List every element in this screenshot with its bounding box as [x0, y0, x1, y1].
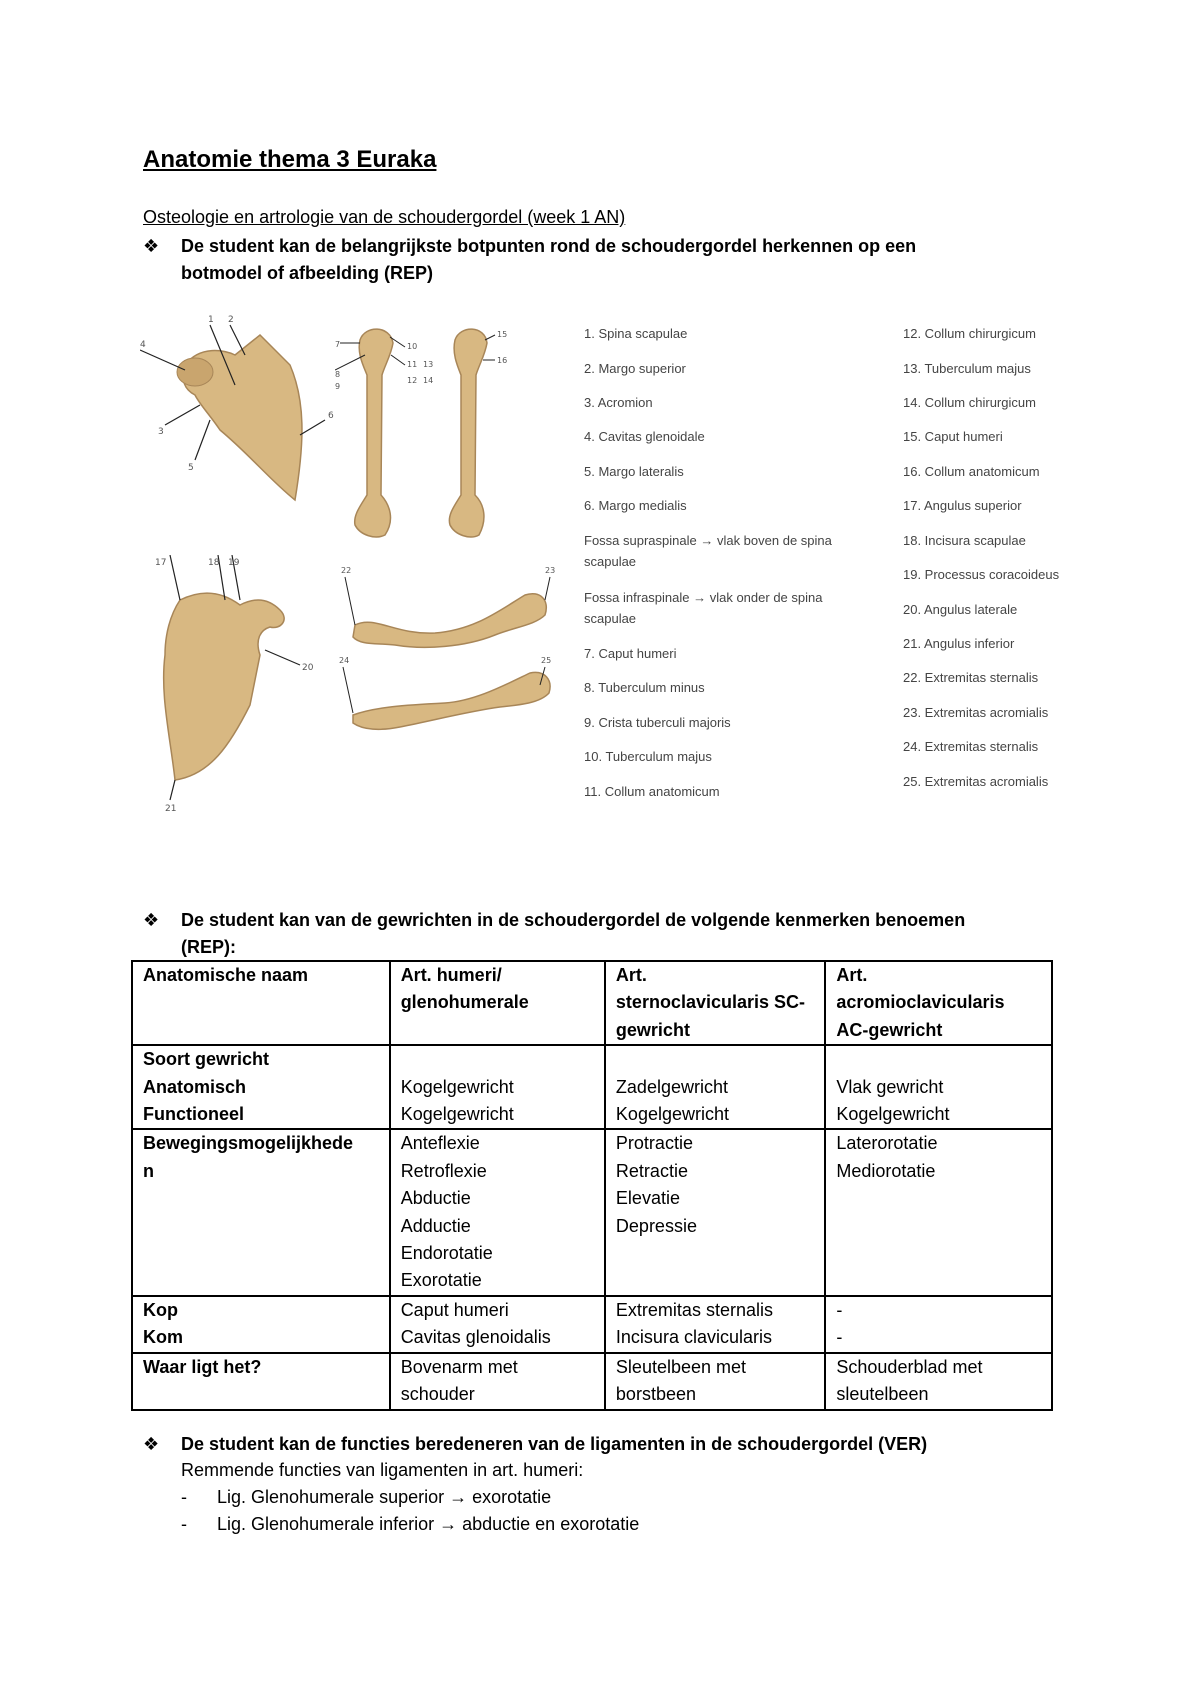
bone-label: 16. Collum anatomicum [903, 464, 1040, 479]
humerus-illustrations [335, 325, 515, 555]
document-title: Anatomie thema 3 Euraka [143, 146, 437, 173]
cell-value: Elevatie [615, 1188, 680, 1209]
header-label: Art. [836, 965, 868, 985]
fig-num-10: 10 [407, 342, 418, 351]
fig-num-22: 22 [341, 566, 352, 575]
fig-num-19: 19 [228, 558, 240, 568]
bone-label: 4. Cavitas glenoidale [584, 429, 705, 444]
bone-label: 18. Incisura scapulae [903, 533, 1026, 548]
bone-label: 25. Extremitas acromialis [903, 774, 1049, 789]
header-label: Art. humeri/ [400, 965, 502, 985]
cell-value: Endorotatie [400, 1243, 493, 1264]
table-cell [132, 961, 390, 1045]
bullet-diamond-icon: ❖ [143, 910, 160, 930]
table-cell [390, 1129, 605, 1295]
cell-value: Abductie [400, 1188, 471, 1209]
fig-num-4: 4 [140, 340, 146, 350]
cell-value: Retractie [615, 1160, 688, 1181]
cell-value: Sleutelbeen met [615, 1356, 747, 1377]
table-cell [605, 1353, 825, 1410]
fig-num-8: 8 [335, 370, 341, 379]
cell-value: Exorotatie [400, 1270, 482, 1291]
goal-2-line-2: (REP): [181, 937, 236, 957]
bone-label: scapulae [584, 554, 637, 569]
cell-value: borstbeen [615, 1384, 696, 1405]
row-label: Bewegingsmogelijkhede [143, 1133, 354, 1154]
table-cell [132, 1045, 390, 1129]
bone-label: 14. Collum chirurgicum [903, 395, 1036, 410]
cell-value: - [836, 1327, 843, 1348]
header-label: gewricht [615, 1019, 690, 1040]
goal-3-line-1: De student kan de functies beredeneren van de ligamenten in de schoudergordel (VER) [181, 1434, 928, 1454]
cell-value: Retroflexie [400, 1160, 487, 1181]
bone-label: 7. Caput humeri [584, 646, 677, 661]
fig-num-16: 16 [497, 356, 508, 365]
table-cell [390, 961, 605, 1045]
bone-label: 8. Tuberculum minus [584, 680, 705, 695]
fig-num-15: 15 [497, 330, 508, 339]
header-label: Art. [615, 965, 647, 985]
table-cell [390, 1045, 605, 1129]
bone-label: 13. Tuberculum majus [903, 361, 1031, 376]
fig-num-25: 25 [541, 656, 552, 665]
table-cell [132, 1129, 390, 1295]
bone-label: 6. Margo medialis [584, 498, 687, 513]
cell-value: Mediorotatie [836, 1160, 936, 1181]
fig-num-18: 18 [208, 558, 220, 568]
cell-value: sleutelbeen [836, 1384, 929, 1405]
bone-label: 20. Angulus laterale [903, 602, 1018, 617]
ligament-text: Lig. Glenohumerale superior → exorotatie [217, 1487, 552, 1507]
fig-num-2: 2 [228, 315, 234, 325]
cell-value: Vlak gewricht [836, 1076, 944, 1097]
fig-num-5: 5 [188, 463, 194, 473]
scapula-posterior-illustration [150, 555, 340, 815]
bone-label: 21. Angulus inferior [903, 636, 1015, 651]
table-cell [605, 961, 825, 1045]
ligament-intro: Remmende functies van ligamenten in art. humeri: [181, 1460, 584, 1480]
goal-2-line-1: De student kan van de gewrichten in de schoudergordel de volgende kenmerken benoemen [181, 910, 966, 930]
fig-num-23: 23 [545, 566, 556, 575]
header-label: Anatomische naam [143, 965, 309, 985]
bone-label: 5. Margo lateralis [584, 464, 684, 479]
fig-num-20: 20 [302, 663, 314, 673]
table-cell [825, 961, 1052, 1045]
cell-value: Incisura clavicularis [615, 1327, 772, 1348]
cell-value: Depressie [615, 1215, 697, 1236]
list-dash: - [181, 1514, 187, 1534]
bone-label: 17. Angulus superior [903, 498, 1022, 513]
ligament-text: Lig. Glenohumerale inferior → abductie en exorotatie [217, 1514, 640, 1534]
cell-value: Laterorotatie [836, 1133, 938, 1154]
table-cell [605, 1045, 825, 1129]
bone-label: 15. Caput humeri [903, 429, 1003, 444]
row-label: Functioneel [143, 1104, 245, 1125]
bone-label: 3. Acromion [584, 395, 653, 410]
header-label: AC-gewricht [836, 1019, 943, 1040]
bone-label: 12. Collum chirurgicum [903, 326, 1036, 341]
fig-num-14: 14 [423, 376, 434, 385]
table-cell [132, 1296, 390, 1353]
table-cell [825, 1353, 1052, 1410]
row-label: Waar ligt het? [143, 1356, 262, 1377]
fig-num-9: 9 [335, 382, 341, 391]
bone-label: 10. Tuberculum majus [584, 749, 712, 764]
header-label: glenohumerale [400, 992, 529, 1013]
cell-value: Anteflexie [400, 1133, 480, 1154]
bone-label: Fossa supraspinale → vlak boven de spina [584, 533, 832, 548]
cell-value: Zadelgewricht [615, 1076, 728, 1097]
fig-num-7: 7 [335, 340, 341, 349]
goal-1-line-2: botmodel of afbeelding (REP) [181, 263, 433, 283]
fig-num-24: 24 [339, 656, 350, 665]
joint-characteristics-table [131, 960, 1053, 1411]
cell-value: Schouderblad met [836, 1356, 983, 1377]
bone-label: 23. Extremitas acromialis [903, 705, 1049, 720]
header-label: acromioclavicularis [836, 992, 1005, 1013]
table-cell [825, 1129, 1052, 1295]
table-cell [605, 1129, 825, 1295]
fig-num-12: 12 [407, 376, 418, 385]
header-label: sternoclavicularis SC- [615, 992, 806, 1013]
fig-num-11: 11 [407, 360, 418, 369]
cell-value: Protractie [615, 1133, 693, 1154]
cell-value: Kogelgewricht [400, 1076, 514, 1097]
bone-label: 22. Extremitas sternalis [903, 670, 1039, 685]
fig-num-21: 21 [165, 804, 177, 814]
fig-num-13: 13 [423, 360, 434, 369]
bullet-diamond-icon: ❖ [143, 236, 160, 256]
cell-value: Cavitas glenoidalis [400, 1327, 551, 1348]
table-row-bewegingen [132, 1129, 1052, 1295]
row-label: Kop [143, 1299, 178, 1320]
cell-value: schouder [400, 1384, 475, 1405]
bullet-diamond-icon: ❖ [143, 1434, 160, 1454]
table-row-soort-gewricht [132, 1045, 1052, 1129]
row-label: Kom [143, 1327, 183, 1348]
table-cell [825, 1045, 1052, 1129]
cell-value: Kogelgewricht [615, 1104, 729, 1125]
row-label: n [143, 1160, 154, 1181]
cell-value: Caput humeri [400, 1299, 509, 1320]
fig-num-3: 3 [158, 427, 164, 437]
cell-value: Extremitas sternalis [615, 1299, 773, 1320]
table-row-kop-kom [132, 1296, 1052, 1353]
table-cell [825, 1296, 1052, 1353]
list-dash: - [181, 1487, 187, 1507]
bone-label: 11. Collum anatomicum [584, 784, 720, 799]
table-cell [390, 1296, 605, 1353]
bone-label: 2. Margo superior [584, 361, 686, 376]
bone-label: 9. Crista tuberculi majoris [584, 715, 731, 730]
table-cell [605, 1296, 825, 1353]
cell-value: Kogelgewricht [836, 1104, 950, 1125]
bone-label: 19. Processus coracoideus [903, 567, 1060, 582]
fig-num-17: 17 [155, 558, 167, 568]
section-subtitle: Osteologie en artrologie van de schoudergordel (week 1 AN) [143, 207, 626, 227]
row-label: Soort gewricht [143, 1049, 270, 1070]
goal-1-line-1: De student kan de belangrijkste botpunten rond de schoudergordel herkennen op een [181, 236, 917, 256]
fig-num-1: 1 [208, 315, 214, 325]
table-header-row [132, 961, 1052, 1045]
cell-value: Kogelgewricht [400, 1104, 514, 1125]
bone-label: Fossa infraspinale → vlak onder de spina [584, 590, 823, 605]
table-row-waar-ligt-het [132, 1353, 1052, 1410]
scapula-anterior-illustration [140, 310, 340, 510]
bone-label: 24. Extremitas sternalis [903, 739, 1039, 754]
cell-value: Adductie [400, 1215, 471, 1236]
cell-value: Bovenarm met [400, 1356, 518, 1377]
clavicle-illustrations [335, 555, 565, 755]
bone-label: 1. Spina scapulae [584, 326, 688, 341]
cell-value: - [836, 1299, 843, 1320]
bone-label: scapulae [584, 611, 637, 626]
table-cell [390, 1353, 605, 1410]
table-cell [132, 1353, 390, 1410]
fig-num-6: 6 [328, 411, 334, 421]
row-label: Anatomisch [143, 1076, 247, 1097]
